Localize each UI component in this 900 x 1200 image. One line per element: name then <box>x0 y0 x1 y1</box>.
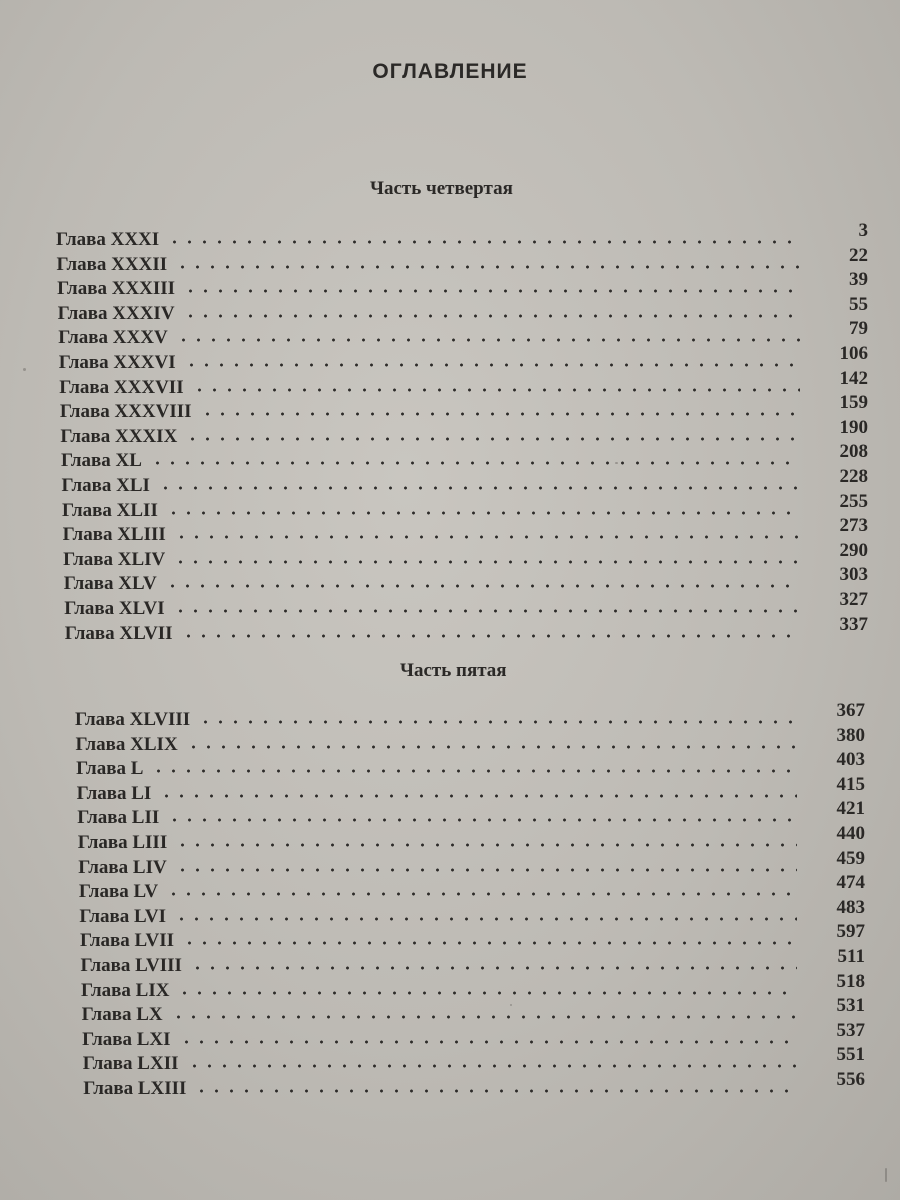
leader-dots <box>183 289 800 293</box>
toc-row <box>75 724 865 758</box>
chapter-label: Глава XLIV <box>63 548 166 570</box>
toc-row <box>56 220 868 253</box>
chapter-label: Глава LXIII <box>83 1077 187 1099</box>
chapter-label: Глава XXXVI <box>58 351 176 373</box>
toc-row <box>63 564 868 597</box>
leader-dots <box>187 1064 798 1068</box>
toc-row <box>62 515 868 548</box>
chapter-label: Глава LIX <box>81 979 170 1001</box>
chapter-label: Глава LVIII <box>80 954 182 976</box>
toc-row <box>79 921 865 954</box>
leader-dots <box>184 363 800 367</box>
toc-row <box>58 318 868 351</box>
leader-dots <box>150 461 800 465</box>
page-number: 79 <box>849 318 868 340</box>
chapter-label: Глава LVI <box>79 905 167 927</box>
chapter-label: Глава XXXV <box>58 327 168 349</box>
toc-row <box>64 588 868 622</box>
toc-row <box>78 847 865 881</box>
chapter-label: Глава LV <box>78 881 159 903</box>
chapter-label: Глава XXXII <box>56 253 168 275</box>
page-number: 327 <box>839 588 868 610</box>
toc-row <box>75 700 865 733</box>
page-number: 483 <box>836 896 865 918</box>
leader-dots <box>158 486 800 490</box>
page-number: 142 <box>839 367 868 389</box>
page-title: ОГЛАВЛЕНИЕ <box>372 60 528 83</box>
leader-dots <box>181 634 800 638</box>
leader-dots <box>192 388 800 392</box>
leader-dots <box>190 966 797 970</box>
page-number: 303 <box>839 564 868 586</box>
leader-dots <box>175 843 797 847</box>
page-number: 556 <box>836 1068 865 1090</box>
page-number: 290 <box>839 539 868 561</box>
leader-dots <box>198 720 797 724</box>
toc-row <box>77 822 865 856</box>
part-four-toc <box>56 220 868 646</box>
chapter-label: Глава XLVIII <box>75 709 191 730</box>
page-number: 415 <box>836 773 865 795</box>
chapter-label: Глава LXI <box>82 1028 171 1050</box>
page-number: 106 <box>839 342 868 364</box>
toc-row <box>61 465 869 499</box>
chapter-label: Глава LI <box>76 782 152 804</box>
leader-dots <box>185 437 800 441</box>
page-number: 273 <box>839 515 868 537</box>
page-number: 518 <box>836 970 865 992</box>
page-number: 380 <box>836 724 865 746</box>
page-number: 459 <box>836 847 865 869</box>
leader-dots <box>186 745 797 749</box>
part-five-heading: Часть пятая <box>400 660 507 681</box>
toc-row <box>60 416 868 450</box>
toc-row <box>82 1019 865 1053</box>
page-number: 190 <box>839 416 868 438</box>
toc-row <box>60 441 868 474</box>
paper-speck <box>23 368 26 371</box>
leader-dots <box>166 511 800 515</box>
page-number: 537 <box>836 1019 865 1041</box>
page-number: 159 <box>839 392 868 414</box>
toc-row <box>57 269 868 302</box>
leader-dots <box>166 892 797 896</box>
leader-dots <box>175 265 800 269</box>
chapter-label: Глава XL <box>60 450 142 472</box>
leader-dots <box>174 917 797 921</box>
chapter-label: Глава LXII <box>82 1053 179 1075</box>
chapter-label: Глава XLVII <box>64 622 173 644</box>
chapter-label: Глава LX <box>81 1004 163 1026</box>
paper-speck <box>615 462 618 464</box>
page-number: 55 <box>849 293 868 315</box>
toc-row <box>56 244 868 278</box>
leader-dots <box>151 769 797 773</box>
toc-row <box>58 342 868 376</box>
chapter-label: Глава LIII <box>77 831 168 853</box>
toc-row <box>81 995 865 1028</box>
page-number: 511 <box>837 945 865 967</box>
chapter-label: Глава XLIII <box>62 524 166 546</box>
leader-dots <box>176 338 800 342</box>
leader-dots <box>173 609 800 613</box>
chapter-label: Глава XXXVII <box>59 376 184 398</box>
toc-row <box>76 749 865 782</box>
chapter-label: Глава XXXIX <box>60 425 178 447</box>
page-number: 337 <box>839 613 868 635</box>
leader-dots <box>173 560 800 564</box>
toc-row <box>57 293 868 327</box>
chapter-label: Глава XXXIII <box>57 278 176 300</box>
chapter-label: Глава XLIX <box>75 733 178 755</box>
toc-row <box>76 773 865 807</box>
toc-row <box>81 970 865 1004</box>
leader-dots <box>175 868 797 872</box>
page-number: 22 <box>849 244 868 266</box>
chapter-label: Глава XLI <box>61 474 150 496</box>
chapter-label: Глава XLII <box>62 499 158 521</box>
toc-row <box>62 490 868 524</box>
chapter-label: Глава XXXIV <box>57 302 175 324</box>
chapter-label: Глава XLV <box>63 573 157 595</box>
chapter-label: Глава XLVI <box>64 597 165 619</box>
page-number: 39 <box>849 269 868 291</box>
chapter-label: Глава L <box>76 758 144 780</box>
leader-dots <box>167 240 800 244</box>
chapter-label: Глава LIV <box>78 856 167 878</box>
toc-row <box>59 367 868 401</box>
paper-speck <box>885 1168 887 1182</box>
leader-dots <box>171 1015 797 1019</box>
toc-row <box>79 896 865 930</box>
chapter-label: Глава XXXVIII <box>59 401 192 423</box>
toc-row <box>78 872 865 905</box>
leader-dots <box>167 818 797 822</box>
toc-row <box>64 613 868 647</box>
page-number: 474 <box>836 872 865 894</box>
page-number: 531 <box>836 995 865 1017</box>
page-number: 255 <box>839 490 868 512</box>
page-number: 421 <box>836 798 865 820</box>
page-number: 403 <box>836 749 865 771</box>
part-four-heading: Часть четвертая <box>370 178 513 199</box>
leader-dots <box>174 535 800 539</box>
chapter-label: Глава LII <box>77 807 160 829</box>
chapter-label: Глава LVII <box>79 930 174 952</box>
page-number: 440 <box>836 822 865 844</box>
leader-dots <box>194 1089 797 1093</box>
toc-row <box>83 1068 865 1102</box>
leader-dots <box>179 1040 797 1044</box>
toc-row <box>82 1044 865 1077</box>
chapter-label: Глава XXXI <box>56 229 160 250</box>
page-number: 367 <box>836 700 865 721</box>
toc-row <box>80 945 866 979</box>
leader-dots <box>183 314 800 318</box>
page-number: 597 <box>836 921 865 943</box>
page-number: 551 <box>836 1044 865 1066</box>
page-number: 208 <box>839 441 868 463</box>
toc-row <box>77 798 865 831</box>
leader-dots <box>182 941 797 945</box>
page-number: 3 <box>858 220 868 241</box>
toc-row <box>59 392 868 425</box>
part-five-toc <box>75 700 865 1102</box>
page-number: 228 <box>839 465 868 487</box>
leader-dots <box>159 794 797 798</box>
leader-dots <box>177 991 797 995</box>
leader-dots <box>200 412 800 416</box>
toc-row <box>63 539 868 573</box>
paper-speck <box>510 1004 512 1006</box>
leader-dots <box>165 584 800 588</box>
